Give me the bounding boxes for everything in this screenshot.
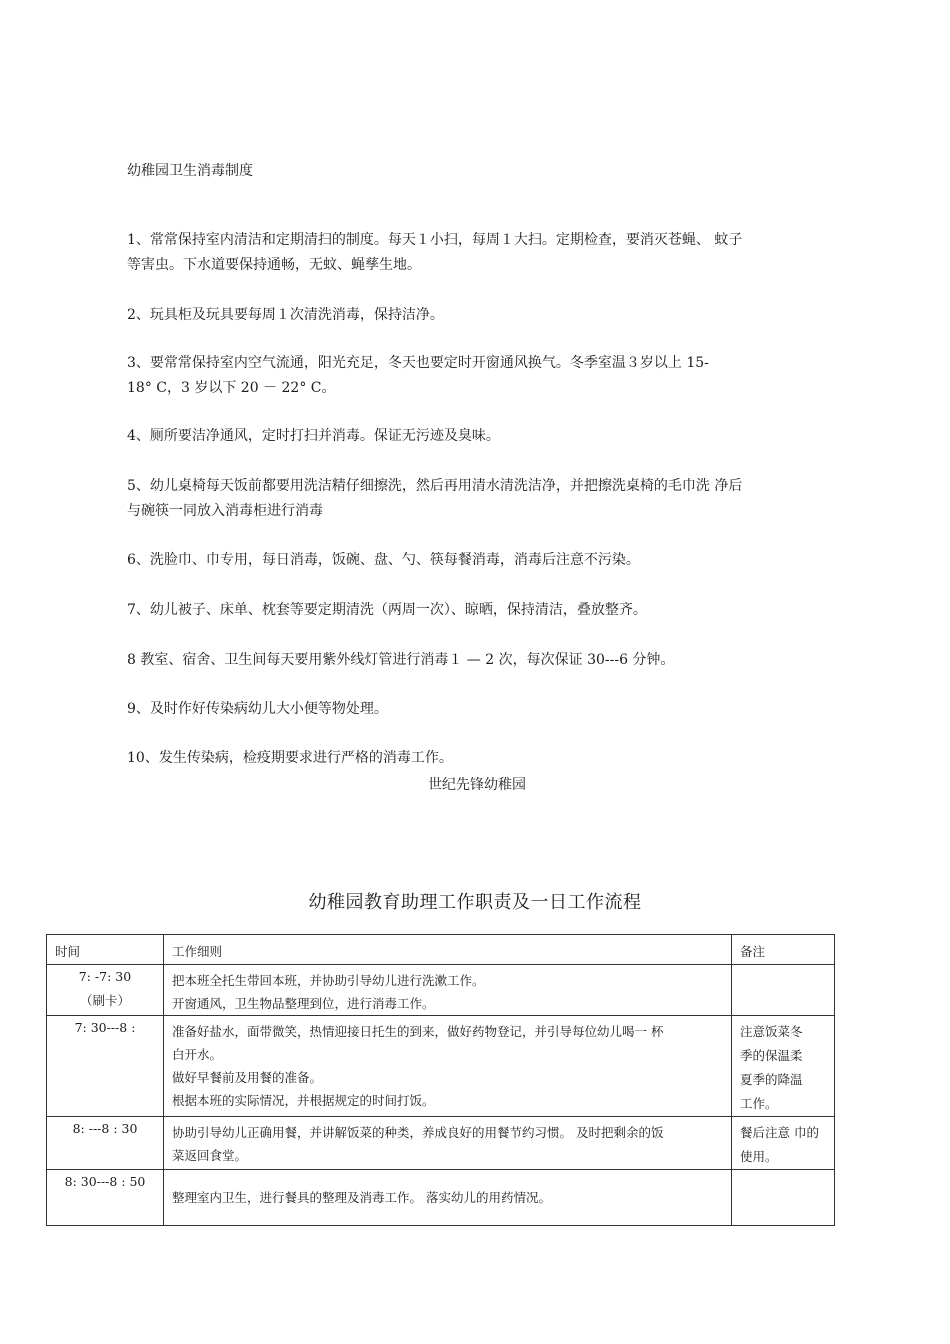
rule-item xyxy=(127,351,837,401)
rule-line: 18° C，3 岁以下 20 － 22° C。 xyxy=(127,380,336,396)
rule-item xyxy=(127,424,837,449)
note-cell xyxy=(732,1117,835,1170)
detail-line: 白开水。 xyxy=(172,1047,223,1062)
time-cell xyxy=(47,965,164,1016)
header-note: 备注 xyxy=(732,935,835,965)
rule-line: 4、厕所要洁净通风，定时打扫并消毒。保证无污迹及臭味。 xyxy=(127,428,500,444)
table-header-row xyxy=(47,935,835,965)
rule-item xyxy=(127,746,837,771)
note-cell xyxy=(732,1016,835,1117)
rule-line: 等害虫。下水道要保持通畅，无蚊、蝇孳生地。 xyxy=(127,257,421,273)
time-text: 7: 30---8 : xyxy=(74,1020,136,1035)
detail-line: 开窗通风，卫生物品整理到位，进行消毒工作。 xyxy=(172,996,435,1011)
time-text: 8: 30---8 : 50 xyxy=(64,1174,146,1189)
rule-line: 10、发生传染病，检疫期要求进行严格的消毒工作。 xyxy=(127,750,453,766)
note-line: 工作。 xyxy=(740,1096,778,1111)
time-sub-text: （刷卡） xyxy=(79,993,130,1008)
rule-item xyxy=(127,598,837,623)
rule-line: 5、幼儿桌椅每天饭前都要用洗洁精仔细擦洗，然后再用清水清洗洁净，并把擦洗桌椅的毛巾洗 净后 xyxy=(127,478,743,494)
note-line: 夏季的降温 xyxy=(740,1072,803,1087)
detail-line: 根据本班的实际情况，并根据规定的时间打饭。 xyxy=(172,1093,435,1108)
rule-line: 8 教室、宿舍、卫生间每天要用紫外线灯管进行消毒１ — 2 次，每次保证 30---6 分钟。 xyxy=(127,652,675,668)
detail-line: 做好早餐前及用餐的准备。 xyxy=(172,1070,323,1085)
detail-line: 菜返回食堂。 xyxy=(172,1148,248,1163)
rule-item xyxy=(127,303,837,328)
rule-line: 9、及时作好传染病幼儿大小便等物处理。 xyxy=(127,701,388,717)
detail-line: 准备好盐水，面带微笑，热情迎接日托生的到来，做好药物登记，并引导每位幼儿喝一 杯 xyxy=(172,1024,664,1039)
table-title: 幼稚园教育助理工作职责及一日工作流程 xyxy=(308,892,642,913)
workflow-table xyxy=(46,934,835,1226)
detail-cell xyxy=(164,965,732,1016)
rule-line: 1、常常保持室内清洁和定期清扫的制度。每天１小扫，每周１大扫。定期检查，要消灭苍蝇、 蚊子 xyxy=(127,232,743,248)
signature: 世纪先锋幼稚园 xyxy=(428,777,526,793)
header-detail: 工作细则 xyxy=(164,935,732,965)
time-cell xyxy=(47,1170,164,1226)
rule-line: 2、玩具柜及玩具要每周１次清洗消毒，保持洁净。 xyxy=(127,307,444,323)
header-time: 时间 xyxy=(47,935,164,965)
detail-line: 整理室内卫生，进行餐具的整理及消毒工作。 落实幼儿的用药情况。 xyxy=(172,1190,551,1205)
note-line: 季的保温柔 xyxy=(740,1048,803,1063)
detail-cell xyxy=(164,1016,732,1117)
time-cell xyxy=(47,1016,164,1117)
rule-item xyxy=(127,228,837,278)
rule-line: 3、要常常保持室内空气流通，阳光充足，冬天也要定时开窗通风换气。冬季室温３岁以上 15- xyxy=(127,355,709,371)
detail-cell xyxy=(164,1117,732,1170)
note-cell xyxy=(732,965,835,1016)
document-title: 幼稚园卫生消毒制度 xyxy=(127,163,253,179)
table-row xyxy=(47,1016,835,1117)
note-line: 注意饭菜冬 xyxy=(740,1024,803,1039)
time-text: 8: ---8 : 30 xyxy=(72,1121,138,1136)
rule-line: 与碗筷一同放入消毒柜进行消毒 xyxy=(127,503,323,519)
note-cell xyxy=(732,1170,835,1226)
rule-line: 7、幼儿被子、床单、枕套等要定期清洗（两周一次）、晾晒，保持清洁，叠放整齐。 xyxy=(127,602,647,618)
note-line: 使用。 xyxy=(740,1149,778,1164)
table-row xyxy=(47,1117,835,1170)
detail-line: 协助引导幼儿正确用餐，并讲解饭菜的种类，养成良好的用餐节约习惯。 及时把剩余的饭 xyxy=(172,1125,664,1140)
table-row xyxy=(47,965,835,1016)
rule-item xyxy=(127,648,837,673)
rule-item xyxy=(127,474,837,524)
rule-line: 6、洗脸巾、巾专用，每日消毒，饭碗、盘、勺、筷每餐消毒，消毒后注意不污染。 xyxy=(127,552,640,568)
detail-cell xyxy=(164,1170,732,1226)
time-text: 7: -7: 30 xyxy=(78,969,132,984)
time-cell xyxy=(47,1117,164,1170)
rule-item xyxy=(127,548,837,573)
detail-line: 把本班全托生带回本班，并协助引导幼儿进行洗漱工作。 xyxy=(172,973,485,988)
rule-item xyxy=(127,697,837,722)
table-row xyxy=(47,1170,835,1226)
note-line: 餐后注意 巾的 xyxy=(740,1125,819,1140)
